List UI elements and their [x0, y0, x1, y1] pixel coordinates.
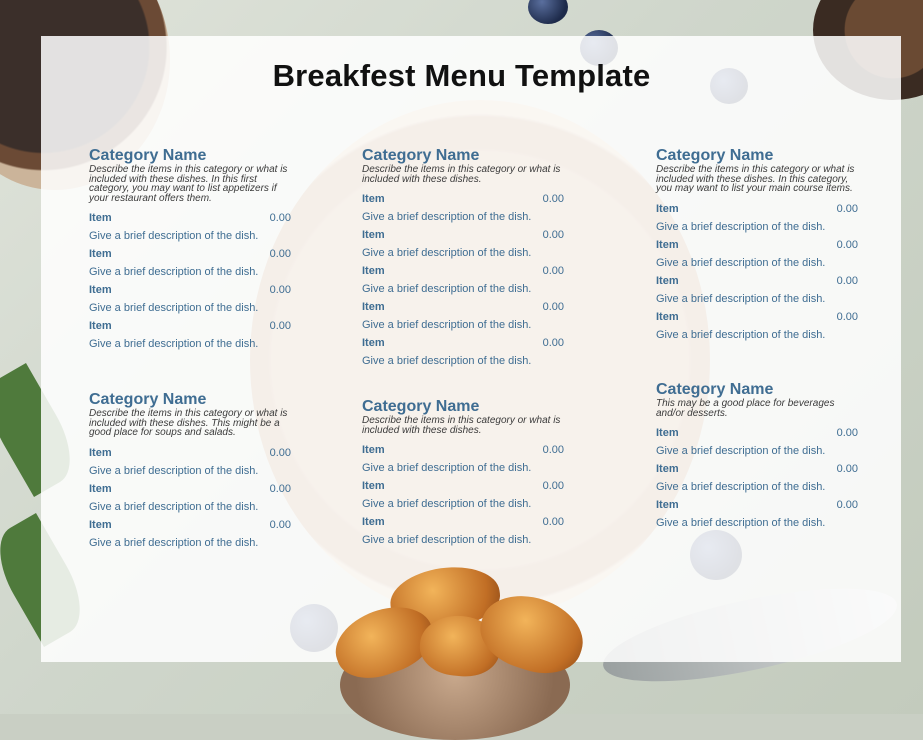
croissant-basket-image: [330, 560, 590, 714]
menu-item: [656, 274, 858, 288]
item-price: 0.00: [269, 446, 291, 459]
menu-item: [89, 283, 291, 297]
category: [89, 147, 291, 351]
item-name: Item: [89, 284, 112, 296]
item-name: Item: [89, 482, 112, 495]
menu-column-3-lower: [656, 381, 858, 530]
item-description: Give a brief description of the dish.: [362, 319, 532, 331]
item-price: 0.00: [836, 310, 858, 323]
item-description: Give a brief description of the dish.: [656, 220, 826, 233]
item-name: Item: [656, 310, 679, 323]
item-price: 0.00: [836, 463, 858, 475]
menu-item: [362, 336, 564, 350]
menu-item: [362, 264, 564, 278]
item-price: 0.00: [836, 427, 858, 439]
item-price: 0.00: [542, 444, 564, 456]
item-name: Item: [89, 518, 112, 531]
item-description: Give a brief description of the dish.: [362, 498, 532, 510]
item-price: 0.00: [269, 212, 291, 224]
category-name: Category Name: [89, 391, 207, 408]
item-price: 0.00: [542, 193, 564, 205]
item-price: 0.00: [269, 482, 291, 495]
category-description: Describe the items in this category or what is included with these dishes. In this first category, you may want to list appetizers if your restaurant offers them.: [89, 164, 288, 204]
item-price: 0.00: [542, 480, 564, 492]
item-description: Give a brief description of the dish.: [362, 283, 532, 295]
menu-column-1-lower: [89, 391, 291, 550]
item-price: 0.00: [836, 238, 858, 251]
item-description: Give a brief description of the dish.: [362, 247, 532, 259]
item-description: Give a brief description of the dish.: [656, 517, 826, 529]
category-description: Describe the items in this category or what is included with these dishes. This might be a good place for soups and salads.: [89, 408, 288, 438]
item-name: Item: [656, 427, 679, 439]
category: [362, 398, 564, 547]
item-description: Give a brief description of the dish.: [656, 256, 826, 269]
item-description: Give a brief description of the dish.: [89, 266, 259, 278]
item-price: 0.00: [269, 518, 291, 531]
category-description: Describe the items in this category or what is included with these dishes.: [362, 164, 561, 185]
item-name: Item: [362, 337, 385, 349]
item-price: 0.00: [836, 274, 858, 287]
item-name: Item: [656, 202, 679, 215]
item-name: Item: [89, 320, 112, 332]
item-name: Item: [656, 463, 679, 475]
item-name: Item: [362, 265, 385, 277]
category-name: Category Name: [362, 147, 480, 164]
item-price: 0.00: [836, 499, 858, 511]
menu-item: [656, 310, 858, 324]
category: [362, 147, 564, 368]
item-name: Item: [89, 248, 112, 260]
menu-item: [89, 247, 291, 261]
item-price: 0.00: [542, 265, 564, 277]
item-name: Item: [362, 301, 385, 313]
menu-item: [362, 228, 564, 242]
item-name: Item: [362, 229, 385, 241]
menu-item: [362, 479, 564, 493]
menu-column-2-lower: [362, 398, 564, 547]
item-name: Item: [656, 274, 679, 287]
item-name: Item: [656, 499, 679, 511]
item-name: Item: [362, 516, 385, 528]
menu-title: Breakfest Menu Template: [272, 58, 651, 93]
item-name: Item: [362, 480, 385, 492]
category-description: Describe the items in this category or what is included with these dishes.: [362, 415, 561, 436]
item-price: 0.00: [269, 248, 291, 260]
item-price: 0.00: [542, 301, 564, 313]
menu-item: [362, 443, 564, 457]
item-description: Give a brief description of the dish.: [89, 302, 259, 314]
menu-item: [656, 498, 858, 512]
item-price: 0.00: [836, 202, 858, 215]
menu-item: [362, 515, 564, 529]
item-name: Item: [89, 446, 112, 459]
item-name: Item: [362, 444, 385, 456]
menu-item: [89, 319, 291, 333]
menu-column-3: [656, 147, 858, 342]
category-name: Category Name: [656, 381, 774, 398]
item-description: Give a brief description of the dish.: [362, 355, 532, 367]
item-description: Give a brief description of the dish.: [362, 534, 532, 546]
item-description: Give a brief description of the dish.: [362, 462, 532, 474]
item-description: Give a brief description of the dish.: [656, 292, 826, 305]
category-name: Category Name: [362, 398, 480, 415]
item-description: Give a brief description of the dish.: [656, 328, 826, 341]
item-price: 0.00: [542, 337, 564, 349]
menu-item: [656, 426, 858, 440]
category-description: This may be a good place for beverages and/or desserts.: [656, 398, 835, 419]
menu-item: [656, 238, 858, 252]
item-name: Item: [656, 238, 679, 251]
item-description: Give a brief description of the dish.: [656, 481, 826, 493]
menu-item: [89, 211, 291, 225]
category: [89, 391, 291, 550]
menu-item: [656, 202, 858, 216]
item-name: Item: [89, 212, 112, 224]
item-price: 0.00: [269, 320, 291, 332]
item-price: 0.00: [542, 516, 564, 528]
item-description: Give a brief description of the dish.: [89, 536, 259, 549]
item-name: Item: [362, 193, 385, 205]
menu-item: [89, 518, 291, 532]
item-description: Give a brief description of the dish.: [89, 464, 259, 477]
menu-item: [89, 482, 291, 496]
category-name: Category Name: [89, 147, 207, 164]
item-description: Give a brief description of the dish.: [89, 500, 259, 513]
category-description: Describe the items in this category or what is included with these dishes. In this category, you may want to list your main course items.: [656, 164, 855, 194]
menu-column-2: [362, 147, 564, 368]
category: [656, 147, 858, 342]
item-description: Give a brief description of the dish.: [89, 338, 259, 350]
item-description: Give a brief description of the dish.: [362, 211, 532, 223]
menu-item: [656, 462, 858, 476]
item-description: Give a brief description of the dish.: [656, 445, 826, 457]
menu-item: [362, 192, 564, 206]
menu-column-1: [89, 147, 291, 351]
category: [656, 381, 858, 530]
item-price: 0.00: [269, 284, 291, 296]
menu-item: [362, 300, 564, 314]
item-price: 0.00: [542, 229, 564, 241]
menu-item: [89, 446, 291, 460]
category-name: Category Name: [656, 147, 774, 164]
item-description: Give a brief description of the dish.: [89, 230, 259, 242]
